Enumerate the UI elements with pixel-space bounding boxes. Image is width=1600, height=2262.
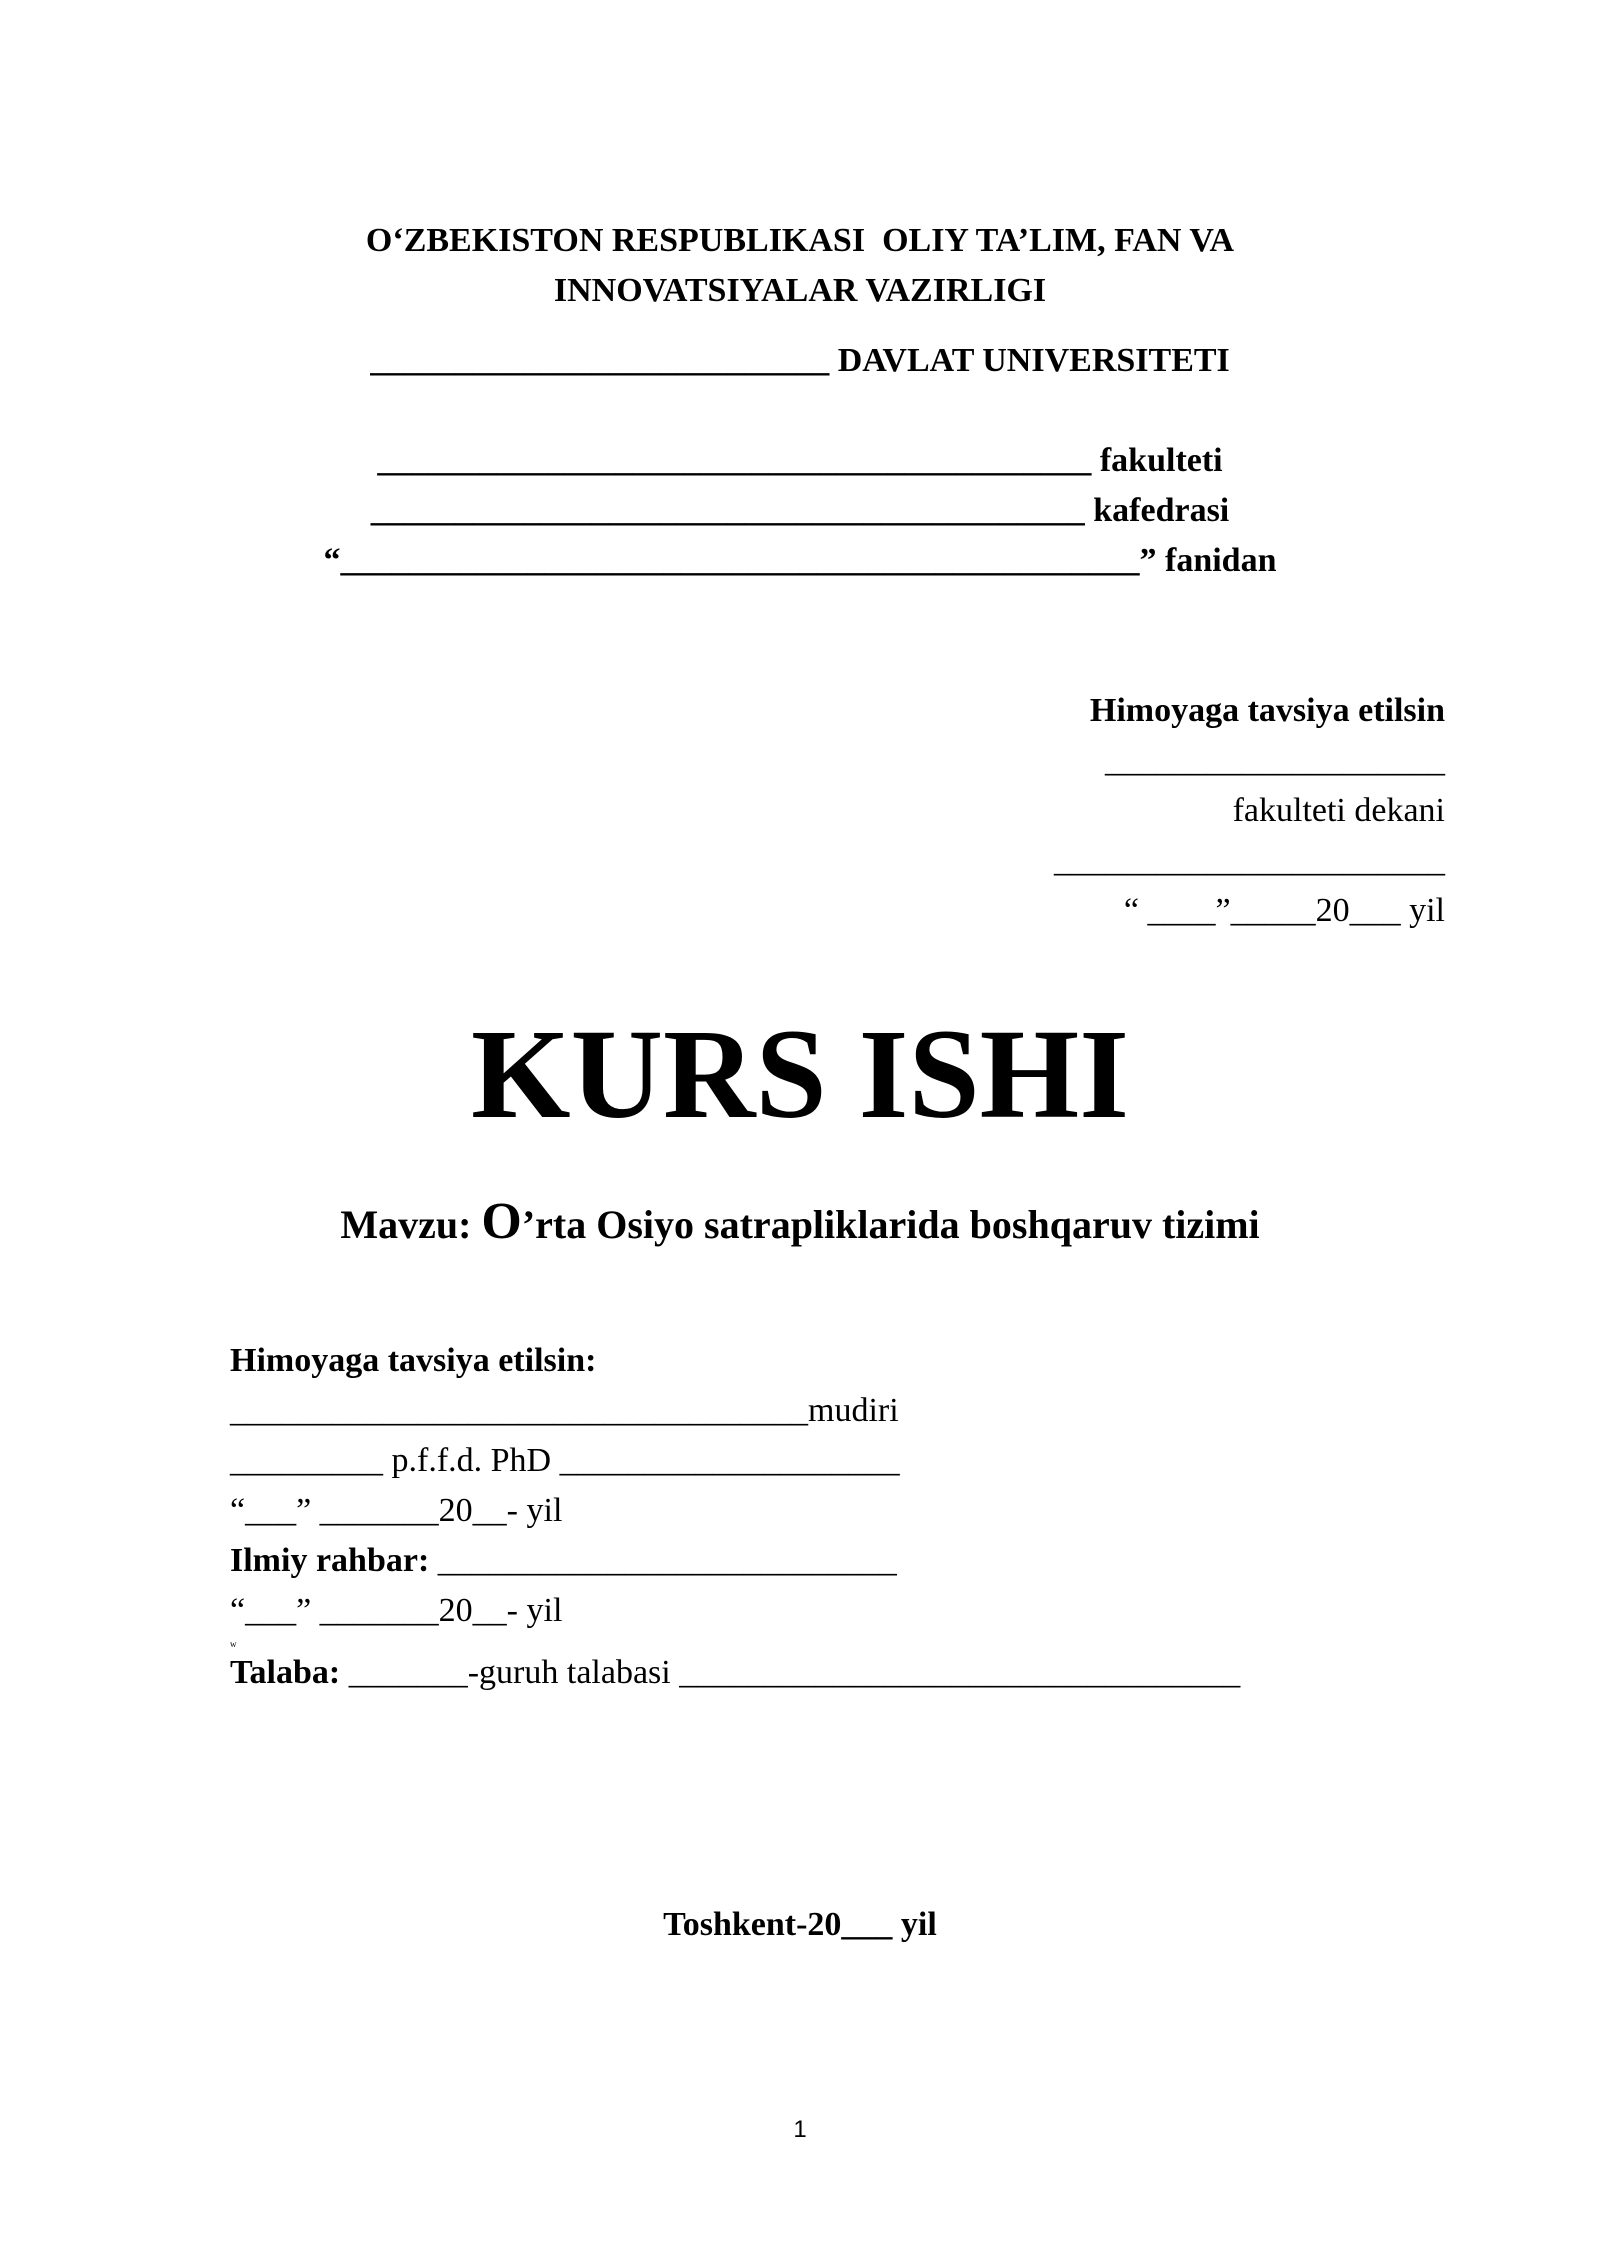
dean-blank-2: _______________________ xyxy=(1054,842,1445,879)
topic-line xyxy=(0,1193,1600,1250)
supervisor-line xyxy=(230,1544,897,1578)
head-line: __________________________________mudiri xyxy=(230,1392,899,1429)
dean-date: “ ____”_____20___ yil xyxy=(1123,892,1445,929)
department-line: __________________________________________ kafedrasi xyxy=(370,492,1230,529)
page-number: 1 xyxy=(793,2116,807,2143)
topic-label: Mavzu: xyxy=(340,1202,482,1247)
approval-date-1: “___” _______20__- yil xyxy=(230,1492,563,1529)
ministry-line-2: INNOVATSIYALAR VAZIRLIGI xyxy=(553,272,1047,309)
student-line xyxy=(230,1656,1240,1690)
supervisor-label: Ilmiy rahbar: xyxy=(230,1542,438,1579)
phd-line: _________ p.f.f.d. PhD ____________________ xyxy=(230,1442,900,1479)
faculty-line: __________________________________________ fakulteti xyxy=(377,442,1223,479)
student-rest: _______-guruh talabasi _________________________________ xyxy=(348,1654,1241,1691)
supervisor-blank: ___________________________ xyxy=(437,1542,897,1579)
dean-role: fakulteti dekani xyxy=(1232,792,1445,829)
approval-title: Himoyaga tavsiya etilsin: xyxy=(230,1342,597,1379)
city-year: Toshkent-20___ yil xyxy=(663,1906,937,1943)
dean-blank-1: ____________________ xyxy=(1105,742,1445,779)
subject-line: “_______________________________________________” fanidan xyxy=(323,542,1277,579)
topic-text: ’rta Osiyo satrapliklarida boshqaruv tizimi xyxy=(521,1202,1260,1247)
approval-date-2: “___” _______20__- yil xyxy=(230,1592,563,1629)
university-line: ___________________________ DAVLAT UNIVERSITETI xyxy=(370,342,1230,379)
ministry-line-1: O‘ZBEKISTON RESPUBLIKASI OLIY TA’LIM, FAN VA xyxy=(365,222,1235,259)
student-label: Talaba: xyxy=(230,1654,349,1691)
document-title: KURS ISHI xyxy=(471,1003,1129,1145)
tiny-mark: w xyxy=(230,1639,237,1649)
topic-big-letter: O xyxy=(481,1193,522,1250)
dean-approval-title: Himoyaga tavsiya etilsin xyxy=(1089,692,1445,729)
